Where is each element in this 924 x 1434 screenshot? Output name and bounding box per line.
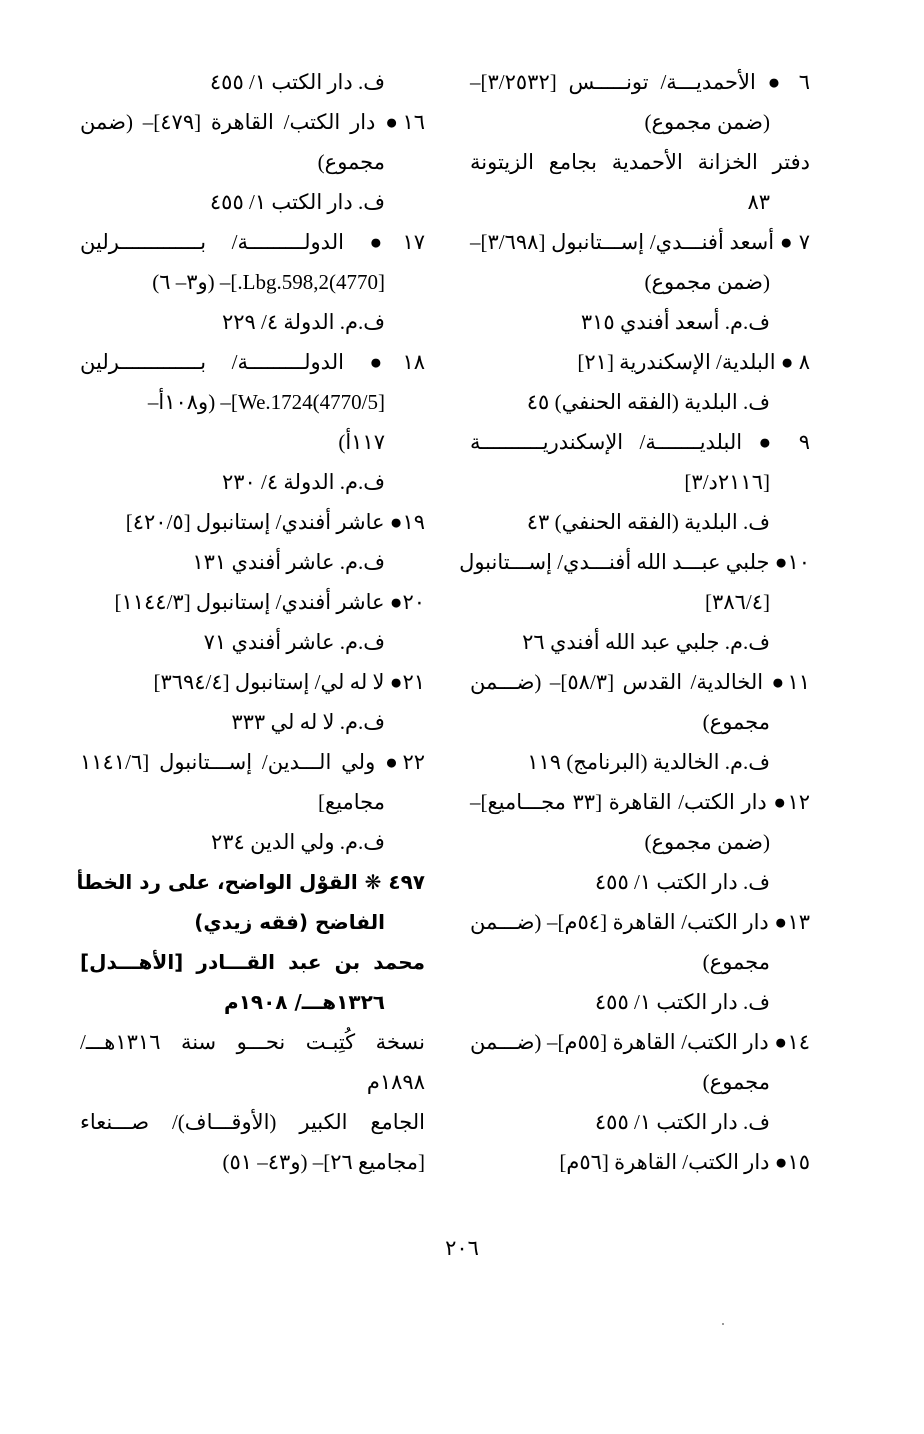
- text-line: ف. البلدية (الفقه الحنفي) ٤٥: [526, 390, 770, 414]
- text-line: ف. دار الكتب ١/ ٤٥٥: [209, 190, 385, 214]
- text-line: ١٩● عاشر أفندي/ إستانبول [٤٢٠/٥]: [125, 510, 425, 534]
- text-line: ١٨● الدولـــــــــة/ بـــــــــــــرلين: [80, 350, 425, 374]
- text-line: ف.م. الدولة ٤/ ٢٢٩: [221, 310, 385, 334]
- text-line: ١٢● دار الكتب/ القاهرة [٣٣ مجـــاميع]–: [470, 790, 810, 814]
- text-line: ٩ ● البلديـــــــة/ الإسكندريــــــــــة: [470, 430, 810, 454]
- text-line: ف.م. عاشر أفندي ١٣١: [192, 550, 385, 574]
- text-line: ١١٧أ): [338, 430, 385, 454]
- text-line: [4770/5)We.1724]– (و١٠٨أ–: [147, 390, 385, 414]
- text-line: ١٣● دار الكتب/ القاهرة [٥٤م]– (ضـــمن: [470, 910, 810, 934]
- text-line: مجموع): [317, 150, 385, 174]
- text-line: ٧ ● أسعد أفنـــدي/ إســـتانبول [٣/٦٩٨]–: [470, 230, 810, 254]
- text-line: ف.م. ولي الدين ٢٣٤: [211, 830, 385, 854]
- scan-speck: [722, 1323, 724, 1325]
- text-line: ف. دار الكتب ١/ ٤٥٥: [594, 990, 770, 1014]
- author-name: محمد بن عبد القـــادر [الأهـــدل]: [80, 950, 425, 974]
- entry-title-cont: الفاضح (فقه زيدي): [194, 910, 385, 934]
- text-line: ف. دار الكتب ١/ ٤٥٥: [594, 1110, 770, 1134]
- text-line: ف.م. عاشر أفندي ٧١: [203, 630, 385, 654]
- text-line: ١٤● دار الكتب/ القاهرة [٥٥م]– (ضـــمن: [470, 1030, 810, 1054]
- page-number: ٢٠٦: [445, 1236, 479, 1260]
- text-line: ١٦● دار الكتب/ القاهرة [٤٧٩]– (ضمن: [80, 110, 426, 134]
- text-line: مجموع): [702, 710, 770, 734]
- text-line: ٢٠● عاشر أفندي/ إستانبول [١١٤٤/٣]: [114, 590, 425, 614]
- text-line: مجاميع]: [318, 790, 385, 814]
- entry-title: ٤٩٧ ❋ القوْل الواضح، على رد الخطأ: [76, 870, 425, 894]
- text-line: [٢١١٦د/٣]: [684, 470, 770, 494]
- text-line: ف.م. الخالدية (البرنامج) ١١٩: [527, 750, 770, 774]
- text-line: ٦ ● الأحمديـــة/ تونـــــس [٣/٢٥٣٢]–: [470, 70, 810, 94]
- text-line: ١٨٩٨م: [366, 1070, 425, 1094]
- text-line: ف.م. أسعد أفندي ٣١٥: [580, 310, 770, 334]
- text-line: ف. دار الكتب ١/ ٤٥٥: [209, 70, 385, 94]
- text-line: ف. البلدية (الفقه الحنفي) ٤٣: [526, 510, 770, 534]
- text-line: [مجاميع ٢٦]– (و٤٣– ٥١): [222, 1150, 425, 1174]
- text-line: ف.م. الدولة ٤/ ٢٣٠: [221, 470, 385, 494]
- text-line: (ضمن مجموع): [644, 830, 770, 854]
- text-line: ٢١● لا له لي/ إستانبول [٣٦٩٤/٤]: [153, 670, 425, 694]
- text-line: ١٠● جلبي عبـــد الله أفنـــدي/ إســـتانبول: [459, 550, 810, 574]
- text-line: ٨٣: [747, 190, 770, 214]
- text-line: ف. دار الكتب ١/ ٤٥٥: [594, 870, 770, 894]
- text-line: مجموع): [702, 1070, 770, 1094]
- text-line: دفتر الخزانة الأحمدية بجامع الزيتونة: [470, 150, 810, 174]
- text-line: الجامع الكبير (الأوقـــاف)/ صـــنعاء: [80, 1110, 425, 1134]
- text-line: (ضمن مجموع): [644, 270, 770, 294]
- text-line: ١١● الخالدية/ القدس [٥٨/٣]– (ضـــمن: [470, 670, 810, 694]
- text-line: [4770)Lbg.598,2.]– (و٣– ٦): [152, 270, 385, 294]
- text-line: مجموع): [702, 950, 770, 974]
- text-line: ف.م. لا له لي ٣٣٣: [231, 710, 385, 734]
- text-line: ١٧● الدولـــــــــة/ بـــــــــــــرلين: [80, 230, 425, 254]
- author-dates: ١٣٢٦هـــ/ ١٩٠٨م: [224, 990, 385, 1014]
- text-line: ٢٢● ولي الـــدين/ إســـتانبول [١١٤١/٦: [80, 750, 425, 774]
- text-line: ٨ ● البلدية/ الإسكندرية [٢١]: [577, 350, 810, 374]
- text-line: ف.م. جلبي عبد الله أفندي ٢٦: [522, 630, 770, 654]
- text-line: (ضمن مجموع): [644, 110, 770, 134]
- text-line: نسخة كُتِبـت نحـــو سنة ١٣١٦هـــ/: [80, 1030, 425, 1054]
- text-line: ١٥● دار الكتب/ القاهرة [٥٦م]: [559, 1150, 810, 1174]
- text-line: [٣٨٦/٤]: [705, 590, 770, 614]
